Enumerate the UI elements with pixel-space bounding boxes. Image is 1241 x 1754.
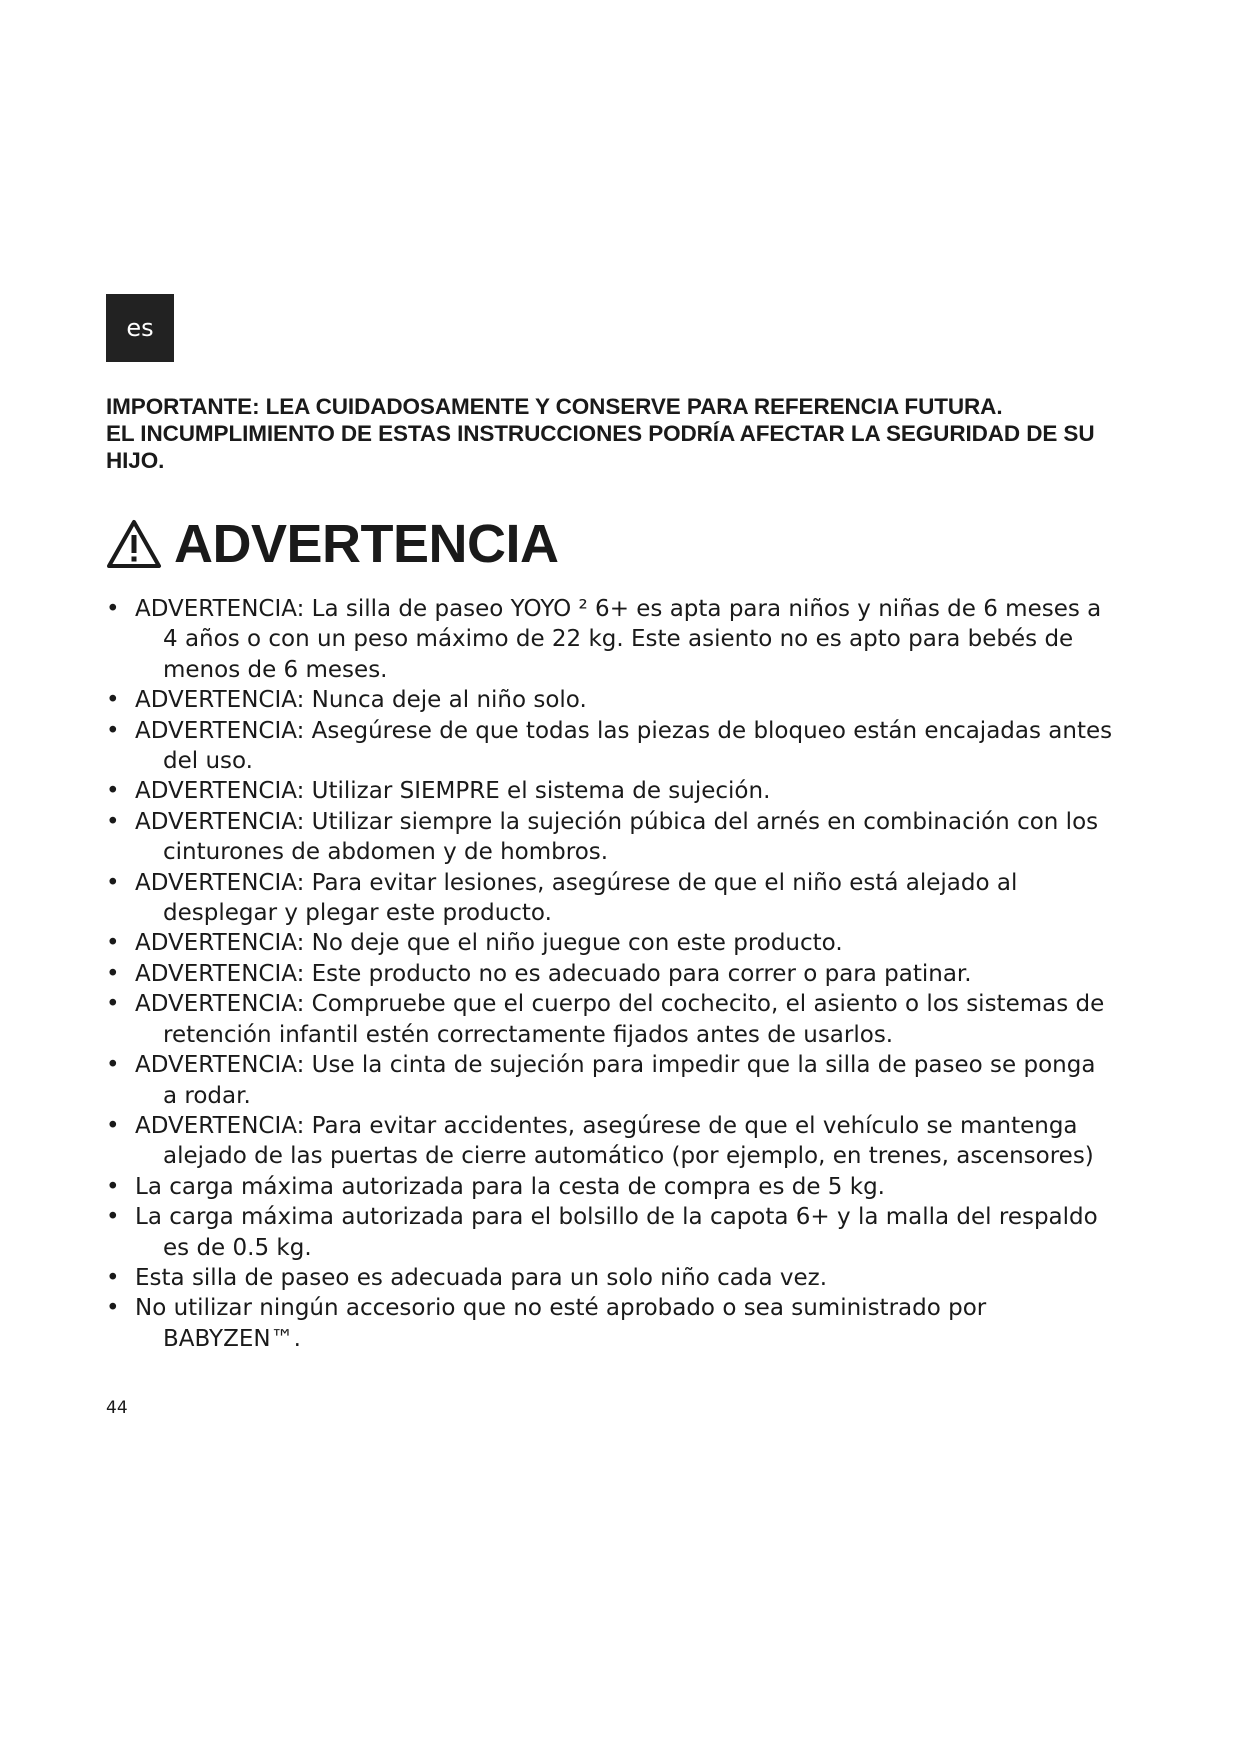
warning-text: ADVERTENCIA: Compruebe que el cuerpo del cochecito, el asiento o los sistemas de retención infantil estén correctamente fijados antes de usarlos. — [135, 991, 1105, 1048]
bullet: • — [106, 1173, 120, 1200]
bullet: • — [106, 1295, 120, 1322]
bullet: • — [106, 1204, 120, 1231]
important-notice — [106, 393, 1146, 474]
list-item — [106, 959, 1116, 989]
warning-text: ADVERTENCIA: Utilizar siempre la sujeción púbica del arnés en combinación con los cinturones de abdomen y de hombros. — [135, 808, 1099, 866]
bullet: • — [106, 869, 120, 896]
list-item — [106, 1263, 1116, 1293]
bullet: • — [106, 596, 120, 622]
bullet: • — [106, 808, 120, 835]
bullet: • — [106, 930, 120, 957]
warning-text: No utilizar ningún accesorio que no esté aprobado o sea suministrado por BABYZEN™. — [135, 1295, 987, 1352]
warning-text: ADVERTENCIA: No deje que el niño juegue con este producto. — [135, 930, 843, 957]
page-number: 44 — [106, 1398, 128, 1418]
warning-text: ADVERTENCIA: Nunca deje al niño solo. — [135, 687, 587, 714]
warning-triangle-icon — [106, 519, 174, 569]
warning-text: ADVERTENCIA: Asegúrese de que todas las piezas de bloqueo están encajadas antes del uso. — [135, 717, 1113, 775]
list-item — [106, 868, 1116, 929]
list-item — [106, 685, 1116, 715]
warning-text: La carga máxima autorizada para el bolsillo de la capota 6+ y la malla del respaldo es de 0.5 kg. — [135, 1204, 1098, 1261]
list-item — [106, 1050, 1116, 1111]
warning-title: ADVERTENCIA — [174, 514, 559, 574]
list-item — [106, 807, 1116, 868]
important-line-2: EL INCUMPLIMIENTO DE ESTAS INSTRUCCIONES PODRÍA AFECTAR LA SEGURIDAD DE SU HIJO. — [106, 421, 1095, 473]
bullet: • — [106, 1264, 120, 1291]
bullet: • — [106, 687, 120, 714]
list-item — [106, 1202, 1116, 1263]
warning-text: ADVERTENCIA: Use la cinta de sujeción para impedir que la silla de paseo se ponga a rodar. — [135, 1052, 1096, 1109]
bullet: • — [106, 717, 120, 744]
bullet: • — [106, 778, 120, 805]
warning-list — [106, 594, 1116, 1354]
bullet: • — [106, 991, 120, 1018]
list-item — [106, 776, 1116, 806]
list-item — [106, 1172, 1116, 1202]
list-item — [106, 928, 1116, 958]
warning-text: ADVERTENCIA: Utilizar SIEMPRE el sistema de sujeción. — [135, 778, 771, 805]
warning-text: ADVERTENCIA: Para evitar accidentes, asegúrese de que el vehículo se mantenga alejado de las puertas de cierre automático (por ejemplo, en trenes, ascensores) — [135, 1112, 1094, 1170]
warning-text: ADVERTENCIA: Este producto no es adecuado para correr o para patinar. — [135, 960, 972, 987]
language-badge: es — [106, 294, 174, 362]
warning-heading — [106, 512, 559, 576]
warning-text: ADVERTENCIA: La silla de paseo YOYO ² 6+ es apta para niños y niñas de 6 meses a 4 años o con un peso máximo de 22 kg. Este asiento no es apto para bebés de menos de 6 meses. — [135, 596, 1102, 683]
bullet: • — [106, 960, 120, 987]
list-item — [106, 1293, 1116, 1354]
important-line-1: IMPORTANTE: LEA CUIDADOSAMENTE Y CONSERVE PARA REFERENCIA FUTURA. — [106, 394, 1003, 419]
bullet: • — [106, 1052, 120, 1079]
warning-text: ADVERTENCIA: Para evitar lesiones, asegúrese de que el niño está alejado al desplegar y plegar este producto. — [135, 869, 1018, 927]
list-item — [106, 594, 1116, 685]
list-item — [106, 716, 1116, 777]
bullet: • — [106, 1112, 120, 1139]
list-item — [106, 1111, 1116, 1172]
warning-text: Esta silla de paseo es adecuada para un solo niño cada vez. — [135, 1264, 828, 1291]
list-item — [106, 989, 1116, 1050]
warning-text: La carga máxima autorizada para la cesta de compra es de 5 kg. — [135, 1173, 885, 1200]
